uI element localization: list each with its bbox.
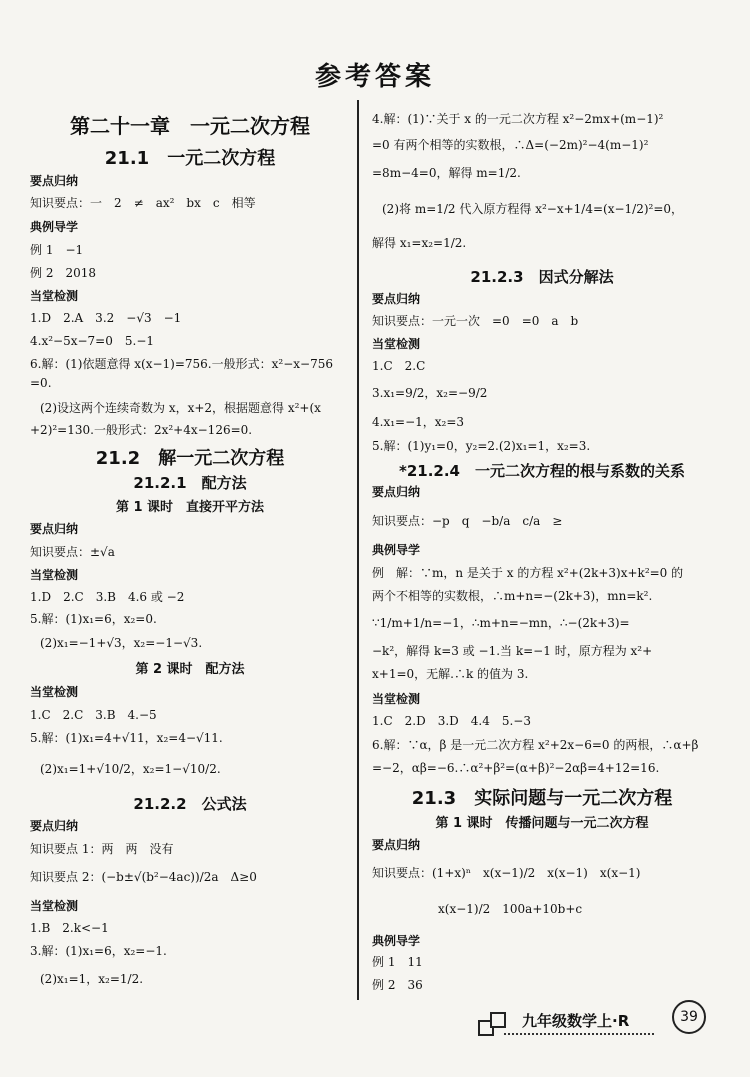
answer-line: 1.C 2.D 3.D 4.4 5.−3 xyxy=(372,714,531,728)
answer-line: 例 1 −1 xyxy=(30,243,84,257)
answer-line: (2)将 m=1/2 代入原方程得 x²−x+1/4=(x−1/2)²=0， xyxy=(382,202,684,216)
answer-line: 4.解：(1)∵关于 x 的一元二次方程 x²−2mx+(m−1)² xyxy=(372,112,664,126)
section-heading: 当堂检测 xyxy=(372,692,421,706)
section-heading: 要点归纳 xyxy=(372,838,421,852)
answer-line: 1.D 2.C 3.B 4.6 或 −2 xyxy=(30,590,185,604)
section-heading: 要点归纳 xyxy=(30,174,79,188)
footer-book-title: 九年级数学上·R xyxy=(522,1012,630,1030)
answer-line: x(x−1)/2 100a+10b+c xyxy=(438,902,583,916)
answer-line: 解得 x₁=x₂=1/2. xyxy=(372,236,467,250)
answer-line: 知识要点 1：两 两 没有 xyxy=(30,842,174,856)
answer-line: 例 2 36 xyxy=(372,978,423,992)
chapter-title: 21.1 一元二次方程 xyxy=(104,148,276,169)
section-heading: 当堂检测 xyxy=(30,289,79,303)
answer-line: 5.解：(1)x₁=4+√11，x₂=4−√11. xyxy=(30,731,223,745)
answer-line: 1.B 2.k<−1 xyxy=(30,921,109,935)
answer-line: 4.x²−5x−7=0 5.−1 xyxy=(30,334,155,348)
answer-line: (2)设这两个连续奇数为 x，x+2，根据题意得 x²+(x xyxy=(40,401,321,415)
column-divider xyxy=(357,100,359,1000)
answer-line: 知识要点：±√a xyxy=(30,545,115,559)
chapter-title: 21.2.1 配方法 xyxy=(133,474,247,492)
answer-line: 知识要点：一 2 ≠ ax² bx c 相等 xyxy=(30,196,256,210)
page-footer xyxy=(478,1000,708,1036)
answer-line: =0. xyxy=(30,376,52,390)
answer-line: −k²，解得 k=3 或 −1.当 k=−1 时，原方程为 x²+ xyxy=(372,644,653,658)
section-heading: 要点归纳 xyxy=(372,292,421,306)
section-heading: 典例导学 xyxy=(372,934,421,948)
chapter-title: 第 1 课时 传播问题与一元二次方程 xyxy=(435,816,649,831)
answer-line: 1.D 2.A 3.2 −√3 −1 xyxy=(30,311,182,325)
answer-line: 5.解：(1)y₁=0，y₂=2.(2)x₁=1，x₂=3. xyxy=(372,439,591,453)
chapter-title: 第 2 课时 配方法 xyxy=(135,662,245,677)
answer-line: (2)x₁=1+√10/2，x₂=1−√10/2. xyxy=(40,762,221,776)
answer-line: 知识要点 2：(−b±√(b²−4ac))/2a Δ≥0 xyxy=(30,870,257,884)
section-heading: 要点归纳 xyxy=(372,485,421,499)
section-heading: 当堂检测 xyxy=(30,685,79,699)
answer-line: =−2，αβ=−6.∴α²+β²=(α+β)²−2αβ=4+12=16. xyxy=(372,761,660,775)
answer-line: +2)²=130.一般形式：2x²+4x−126=0. xyxy=(30,423,253,437)
answer-line: 例 1 11 xyxy=(372,955,423,969)
section-heading: 典例导学 xyxy=(30,220,79,234)
chapter-title: *21.2.4 一元二次方程的根与系数的关系 xyxy=(399,462,685,480)
page-number: 39 xyxy=(672,1000,706,1034)
chapter-title: 21.2.2 公式法 xyxy=(133,795,247,813)
chapter-title: 第二十一章 一元二次方程 xyxy=(70,114,310,138)
section-heading: 当堂检测 xyxy=(372,337,421,351)
answer-line: 3.x₁=9/2，x₂=−9/2 xyxy=(372,386,488,400)
answer-line: =0 有两个相等的实数根，∴Δ=(−2m)²−4(m−1)² xyxy=(372,138,649,152)
chapter-title: 21.2 解一元二次方程 xyxy=(95,448,285,469)
answer-line: 6.解：(1)依题意得 x(x−1)=756.一般形式：x²−x−756 xyxy=(30,357,333,371)
chapter-title: 第 1 课时 直接开平方法 xyxy=(115,500,265,515)
section-heading: 当堂检测 xyxy=(30,568,79,582)
answer-line: 例 2 2018 xyxy=(30,266,96,280)
answer-line: (2)x₁=1，x₂=1/2. xyxy=(40,972,144,986)
answer-line: 5.解：(1)x₁=6，x₂=0. xyxy=(30,612,157,626)
answer-line: 知识要点：一元一次 =0 =0 a b xyxy=(372,314,579,328)
answer-line: 知识要点：−p q −b/a c/a ≥ xyxy=(372,514,563,528)
section-heading: 当堂检测 xyxy=(30,899,79,913)
answer-line: =8m−4=0，解得 m=1/2. xyxy=(372,166,521,180)
footer-dotted-line xyxy=(504,1033,654,1035)
answer-line: 1.C 2.C 3.B 4.−5 xyxy=(30,708,157,722)
chapter-title: 21.3 实际问题与一元二次方程 xyxy=(411,788,673,809)
answer-line: 6.解：∵α，β 是一元二次方程 x²+2x−6=0 的两根，∴α+β xyxy=(372,738,699,752)
answer-line: 例 解：∵m，n 是关于 x 的方程 x²+(2k+3)x+k²=0 的 xyxy=(372,566,684,580)
answer-line: 3.解：(1)x₁=6，x₂=−1. xyxy=(30,944,167,958)
answer-line: x+1=0，无解.∴k 的值为 3. xyxy=(372,667,529,681)
answer-line: (2)x₁=−1+√3，x₂=−1−√3. xyxy=(40,636,203,650)
section-heading: 要点归纳 xyxy=(30,819,79,833)
section-heading: 典例导学 xyxy=(372,543,421,557)
page-title: 参考答案 xyxy=(314,62,435,92)
answer-line: 知识要点：(1+x)ⁿ x(x−1)/2 x(x−1) x(x−1) xyxy=(372,866,641,880)
answer-line: 4.x₁=−1，x₂=3 xyxy=(372,415,465,429)
answer-line: 1.C 2.C xyxy=(372,359,426,373)
chapter-title: 21.2.3 因式分解法 xyxy=(470,268,614,286)
answer-line: ∵1/m+1/n=−1，∴m+n=−mn，∴−(2k+3)= xyxy=(372,616,630,630)
section-heading: 要点归纳 xyxy=(30,522,79,536)
answer-line: 两个不相等的实数根，∴m+n=−(2k+3)，mn=k². xyxy=(372,589,653,603)
